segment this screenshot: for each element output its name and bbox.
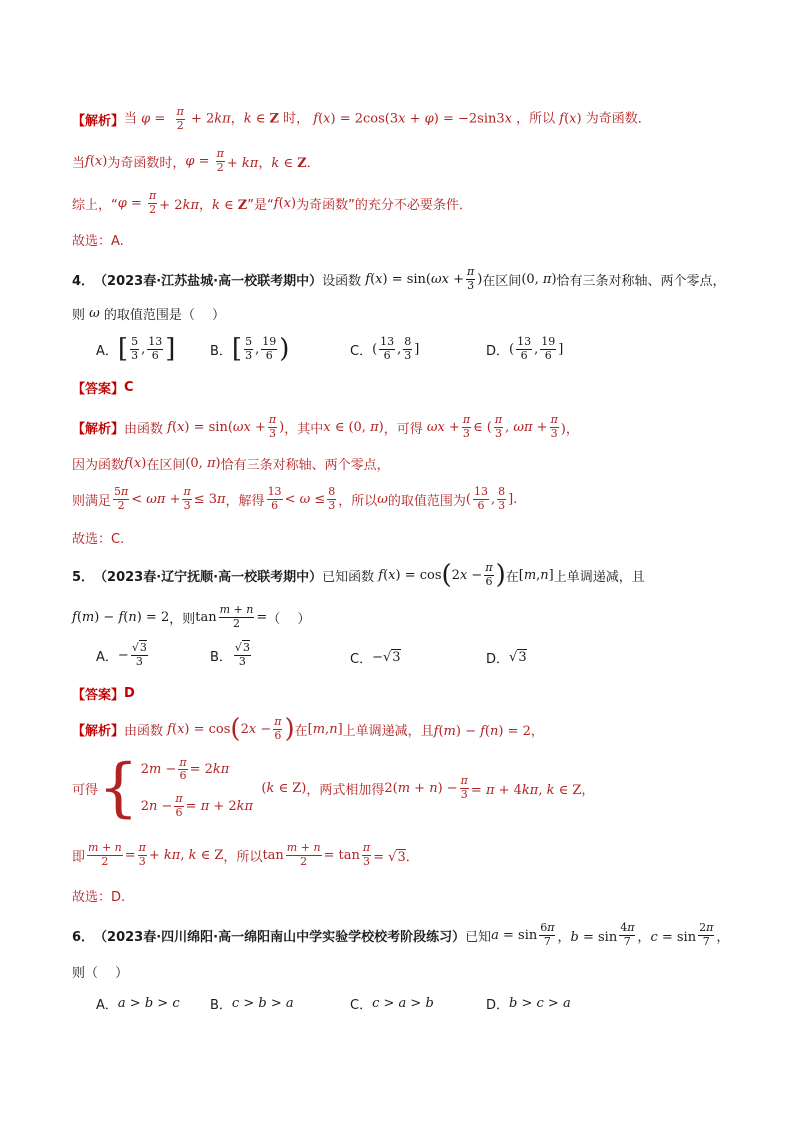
q4-option-b[interactable]: B． [ $\frac{5}{3}$ , $\frac{19}{6}$ ) — [210, 334, 290, 365]
q4-option-c[interactable]: C． ( $\frac{13}{6}$ , $\frac{8}{3}$ ] — [350, 335, 420, 362]
q5-option-d[interactable]: D． √3 — [486, 650, 527, 667]
question-5-stem-2: f(m) − f(n) = 2 ，则 tan $\frac{m + n}{2}$ = （ ） — [72, 603, 311, 630]
question-5-stem: 5． （2023春·辽宁抚顺·高一校联考期中） 已知函数 f(x) = cos ( 2x − $\frac{\pi}{6}$ ) 在 [m,n] 上单调递减，且 — [72, 560, 645, 591]
q4-solution-1: 【解析】 由函数 f(x) = sin(ωx + $\frac{\pi}{3}$ ) ，其中 x ∈ (0, π) ，可得 ωx + $\frac{\pi}{3}$ ∈ ( $\frac{\pi}{3}$ , ωπ + $\frac{\pi}{3}$ )， — [72, 413, 579, 440]
analysis-line-1 — [72, 106, 651, 132]
question-4-stem-2: 则 ω 的取值范围是（ ） — [72, 306, 226, 323]
q5-option-a[interactable]: A． − $\frac{√3}{3}$ — [96, 641, 147, 668]
q5-answer: 【答案】 D — [72, 686, 135, 703]
q4-solution-2: 因为函数 f(x) 在区间 (0, π) 恰有三条对称轴、两个零点， — [72, 456, 390, 473]
q4-choice: 故选：C. — [72, 532, 125, 547]
q6-option-b[interactable]: B． c > b > a — [210, 996, 294, 1013]
question-4-stem: 4． （2023春·江苏盐城·高一校联考期中） 设函数 f(x) = sin(ωx + $\frac{\pi}{3}$ ) 在区间 (0, π) 恰有三条对称轴、两个零点， — [72, 265, 726, 292]
q6-option-d[interactable]: D． b > c > a — [486, 996, 571, 1013]
q4-solution-3: 则满足 $\frac{5\pi}{2}$ < ωπ + $\frac{\pi}{3}$ ≤ 3π ，解得 $\frac{13}{6}$ < ω ≤ $\frac{8}{3}$ ，所以 ω 的取值范围为 ( $\frac{13}{6}$ , $\frac{8}{3}$ ]. — [72, 485, 518, 512]
analysis-line-3: 综上，“ φ = $\frac{\pi}{2}$ + 2kπ，k ∈ Z ”是“ f(x) 为奇函数”的充分不必要条件． — [72, 189, 472, 216]
q6-option-a[interactable]: A． a > b > c — [96, 996, 180, 1013]
q5-solution-1: 【解析】 由函数 f(x) = cos ( 2x − $\frac{\pi}{6}$ ) 在 [m,n] 上单调递减，且 f(m) − f(n) = 2， — [72, 714, 544, 745]
analysis-line-2: 当 f(x) 为奇函数时， φ = $\frac{\pi}{2}$ + kπ，k ∈ Z． — [72, 147, 320, 174]
analysis-text: 当 φ = $\frac{\pi}{2}$ + 2kπ，k ∈ Z 时， f(x) = 2cos(3x + φ) = −2sin3x ，所以 f(x) 为奇函数． — [124, 105, 651, 132]
q5-option-b[interactable]: B． $\frac{√3}{3}$ — [210, 641, 250, 668]
q4-option-a[interactable]: A． [ $\frac{5}{3}$ , $\frac{13}{6}$ ] — [96, 334, 176, 365]
q4-option-d[interactable]: D． ( $\frac{13}{6}$ , $\frac{19}{6}$ ] — [486, 335, 564, 362]
q5-solution-3: 即 $\frac{m + n}{2}$ = $\frac{\pi}{3}$ + kπ, k ∈ Z ，所以 tan $\frac{m + n}{2}$ = tan $\frac{\pi}{3}$ = √3． — [72, 841, 419, 868]
q6-option-c[interactable]: C． c > a > b — [350, 996, 434, 1013]
question-6-stem: 6． （2023春·四川绵阳·高一绵阳南山中学实验学校校考阶段练习） 已知 a = sin $\frac{6\pi}{7}$ ，b = sin $\frac{4\pi}{7}$ ，c = sin $\frac{2\pi}{7}$ ， — [72, 921, 730, 948]
q5-solution-2: 可得 { 2m − $\frac{\pi}{6}$ = 2kπ 2n − $\frac{\pi}{6}$ = π + 2kπ (k ∈ Z) ，两式相加得 2(m + n) − $\frac{\pi}{3}$ = π + 4kπ, k ∈ Z， — [72, 751, 595, 825]
q4-answer: 【答案】 C — [72, 380, 134, 397]
question-6-stem-2: 则（ ） — [72, 966, 129, 981]
choice-line: 故选：A. — [72, 234, 124, 249]
q5-option-c[interactable]: C． −√3 — [350, 650, 401, 667]
analysis-tag: 【解析】 — [72, 113, 125, 129]
q5-choice: 故选：D. — [72, 890, 126, 905]
